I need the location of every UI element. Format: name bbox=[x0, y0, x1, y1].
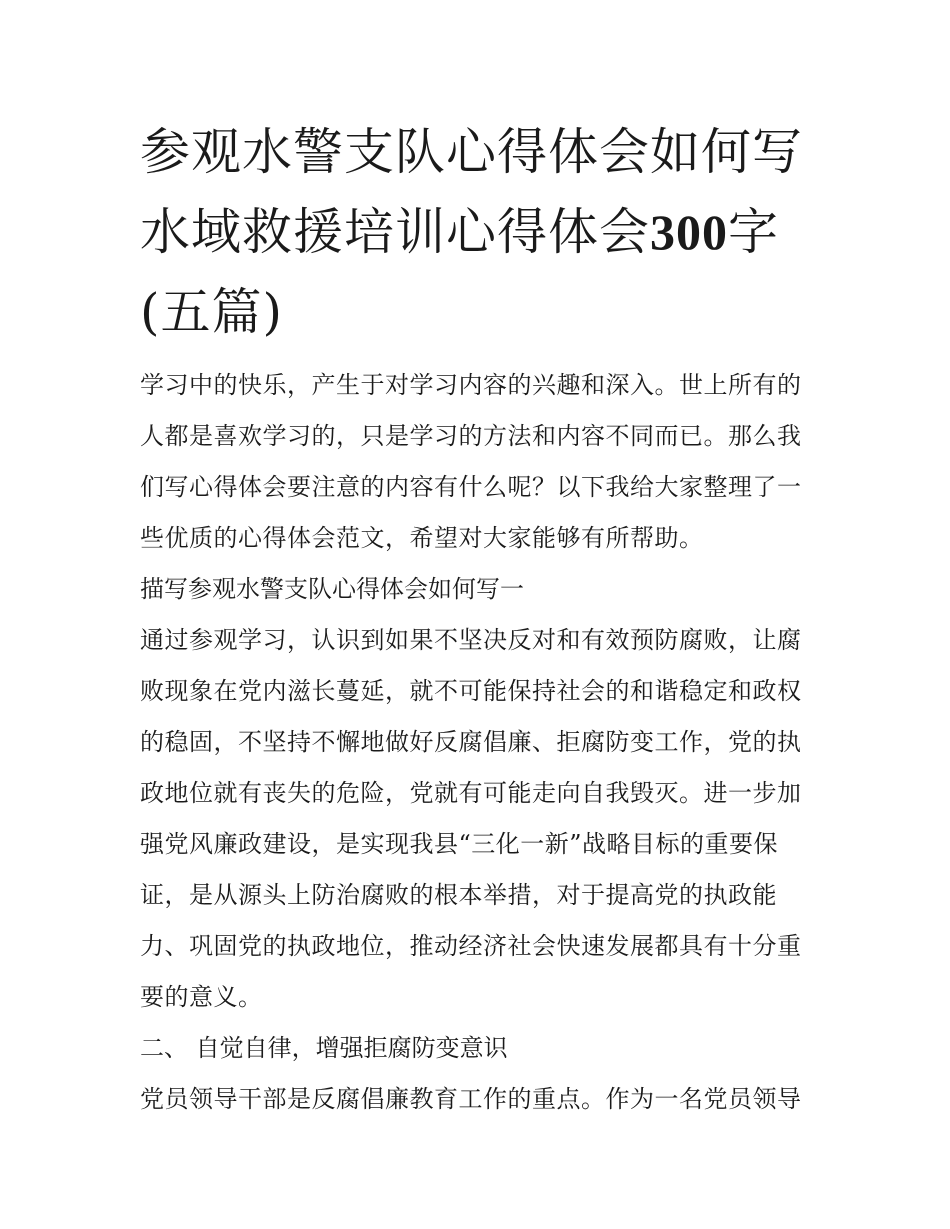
section-paragraph-1: 通过参观学习，认识到如果不坚决反对和有效预防腐败，让腐败现象在党内滋长蔓延，就不可能保持社会的和谐稳定和政权的稳固，不坚持不懈地做好反腐倡廉、拒腐防变工作，党的执政地位就有丧失的危险，党就有可能走向自我毁灭。进一步加强党风廉政建设，是实现我县“三化一新”战略目标的重要保证，是从源头上防治腐败的根本举措，对于提高党的执政能力、巩固党的执政地位，推动经济社会快速发展都具有十分重要的意义。 bbox=[140, 626, 802, 1011]
section-heading-1: 描写参观水警支队心得体会如何写一 bbox=[140, 575, 524, 603]
document-title bbox=[140, 112, 815, 352]
title-text-2: 字(五篇) bbox=[140, 203, 779, 341]
document-page bbox=[140, 112, 815, 1125]
intro-paragraph: 学习中的快乐，产生于对学习内容的兴趣和深入。世上所有的人都是喜欢学习的，只是学习的方法和内容不同而已。那么我们写心得体会要注意的内容有什么呢？以下我给大家整理了一些优质的心得体会范文，希望对大家能够有所帮助。 bbox=[140, 371, 802, 552]
title-text-1: 参观水警支队心得体会如何写水域救援培训心得体会 bbox=[140, 123, 803, 261]
section-paragraph-2: 党员领导干部是反腐倡廉教育工作的重点。作为一名党员领导 bbox=[140, 1085, 802, 1113]
title-number: 300 bbox=[650, 204, 728, 260]
section-heading-2: 二、 自觉自律，增强拒腐防变意识 bbox=[140, 1034, 508, 1062]
